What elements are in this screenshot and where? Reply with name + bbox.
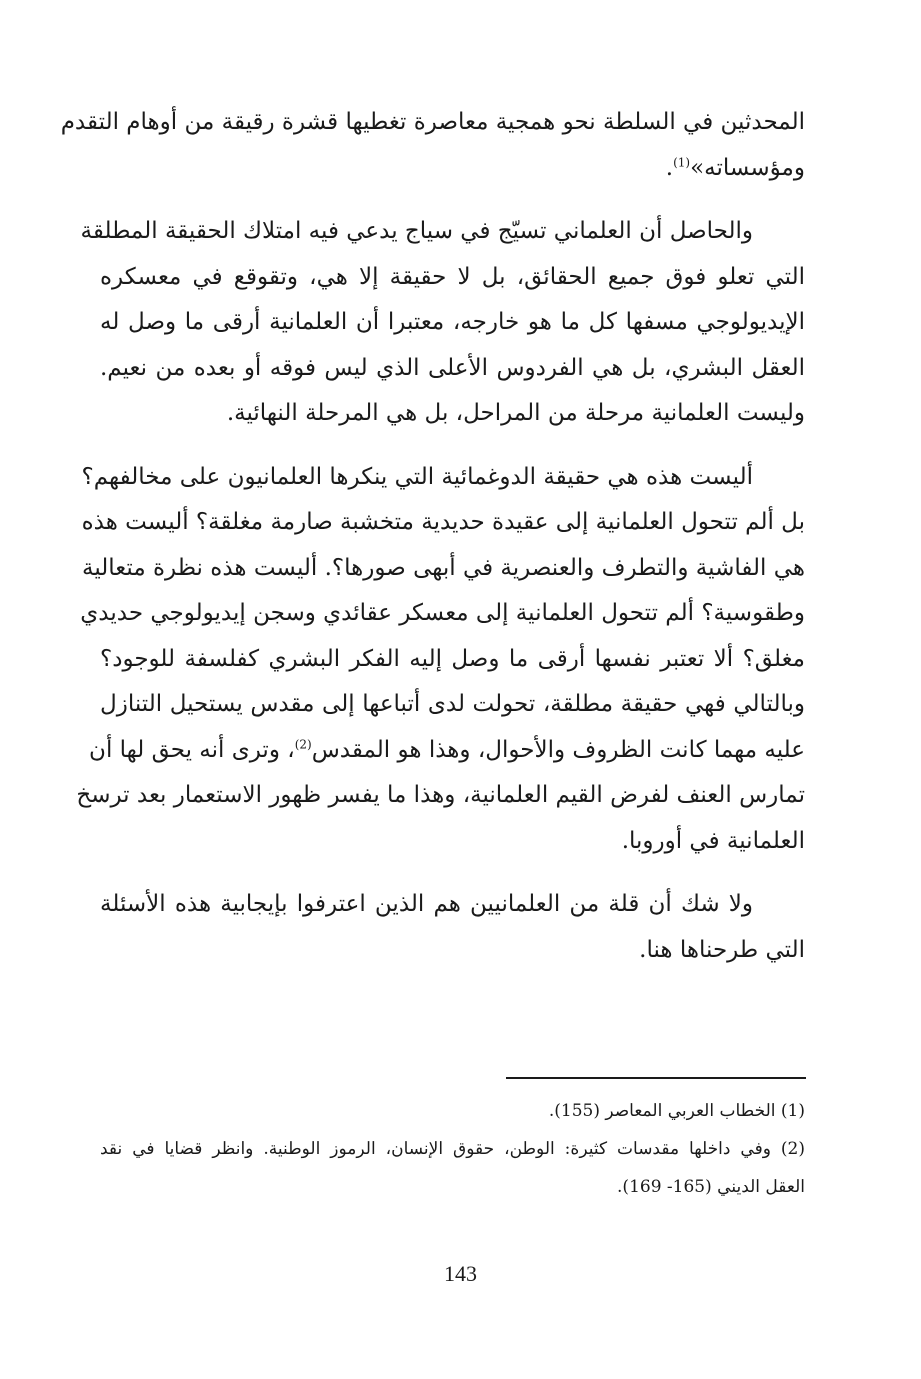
text-line xyxy=(89,728,805,774)
footnote-1 xyxy=(100,1092,805,1130)
text-line: ولا شك أن قلة من العلمانيين هم الذين اعترفوا بإيجابية هذه الأسئلة xyxy=(100,891,753,917)
text-line: وليست العلمانية مرحلة من المراحل، بل هي المرحلة النهائية. xyxy=(226,400,805,426)
page-body xyxy=(60,100,805,991)
text-line: بل ألم تتحول العلمانية إلى عقيدة حديدية متخشبة صارمة مغلقة؟ أليست هذه xyxy=(81,509,805,535)
page-number: 143 xyxy=(444,1261,477,1286)
text-line: تمارس العنف لفرض القيم العلمانية، وهذا ما يفسر ظهور الاستعمار بعد ترسخ xyxy=(76,782,805,808)
text-line: العلمانية في أوروبا. xyxy=(621,827,805,854)
text-line: المحدثين في السلطة نحو همجية معاصرة تغطيها قشرة رقيقة من أوهام التقدم xyxy=(60,109,805,135)
text-line: مغلق؟ ألا تعتبر نفسها أرقى ما وصل إليه الفكر البشري كفلسفة للوجود؟ xyxy=(100,645,805,672)
paragraph-4 xyxy=(100,882,805,973)
text-line: التي تعلو فوق جميع الحقائق، بل لا حقيقة إلا هي، وتقوقع في معسكره xyxy=(100,263,805,290)
footnote-text: (2) وفي داخلها مقدسات كثيرة: الوطن، حقوق الإنسان، الرموز الوطنية. وانظر قضايا في نقد xyxy=(100,1139,805,1159)
text-line: الإيديولوجي مسفها كل ما هو خارجه، معتبرا أن العلمانية أرقى ما وصل له xyxy=(100,309,805,335)
footnote-2 xyxy=(100,1130,805,1206)
text-line: العقل البشري، بل هي الفردوس الأعلى الذي ليس فوقه أو بعده من نعيم. xyxy=(100,354,805,381)
text-fragment: ، وترى أنه يحق لها أن xyxy=(89,736,295,763)
text-fragment: . xyxy=(665,154,674,181)
text-line: أليست هذه هي حقيقة الدوغمائية التي ينكرها العلمانيون على مخالفهم؟ xyxy=(81,463,753,490)
text-line: وطقوسية؟ ألم تتحول العلمانية إلى معسكر عقائدي وسجن إيديولوجي حديدي xyxy=(80,600,805,626)
footnote-text: العقل الديني (165- 169). xyxy=(617,1177,805,1197)
paragraph-2 xyxy=(80,209,805,437)
text-fragment: ومؤسساته» xyxy=(690,154,805,181)
text-line: هي الفاشية والتطرف والعنصرية في أبهى صورها؟. أليست هذه نظرة متعالية xyxy=(82,554,805,581)
text-fragment: عليه مهما كانت الظروف والأحوال، وهذا هو المقدس xyxy=(311,736,805,763)
text-line: والحاصل أن العلماني تسيّج في سياج يدعي فيه امتلاك الحقيقة المطلقة xyxy=(80,218,753,244)
text-line: التي طرحناها هنا. xyxy=(639,936,805,963)
paragraph-1 xyxy=(60,100,805,191)
footnote-ref-2: (2) xyxy=(294,736,312,751)
footnote-text: (1) الخطاب العربي المعاصر (155). xyxy=(548,1101,805,1121)
text-line xyxy=(100,146,805,192)
footnote-ref-1: (1) xyxy=(673,154,691,169)
footnote-separator xyxy=(506,1077,806,1079)
footnotes xyxy=(100,1092,805,1206)
text-line: وبالتالي فهي حقيقة مطلقة، تحولت لدى أتباعها إلى مقدس يستحيل التنازل xyxy=(100,691,805,717)
paragraph-3 xyxy=(76,455,805,865)
